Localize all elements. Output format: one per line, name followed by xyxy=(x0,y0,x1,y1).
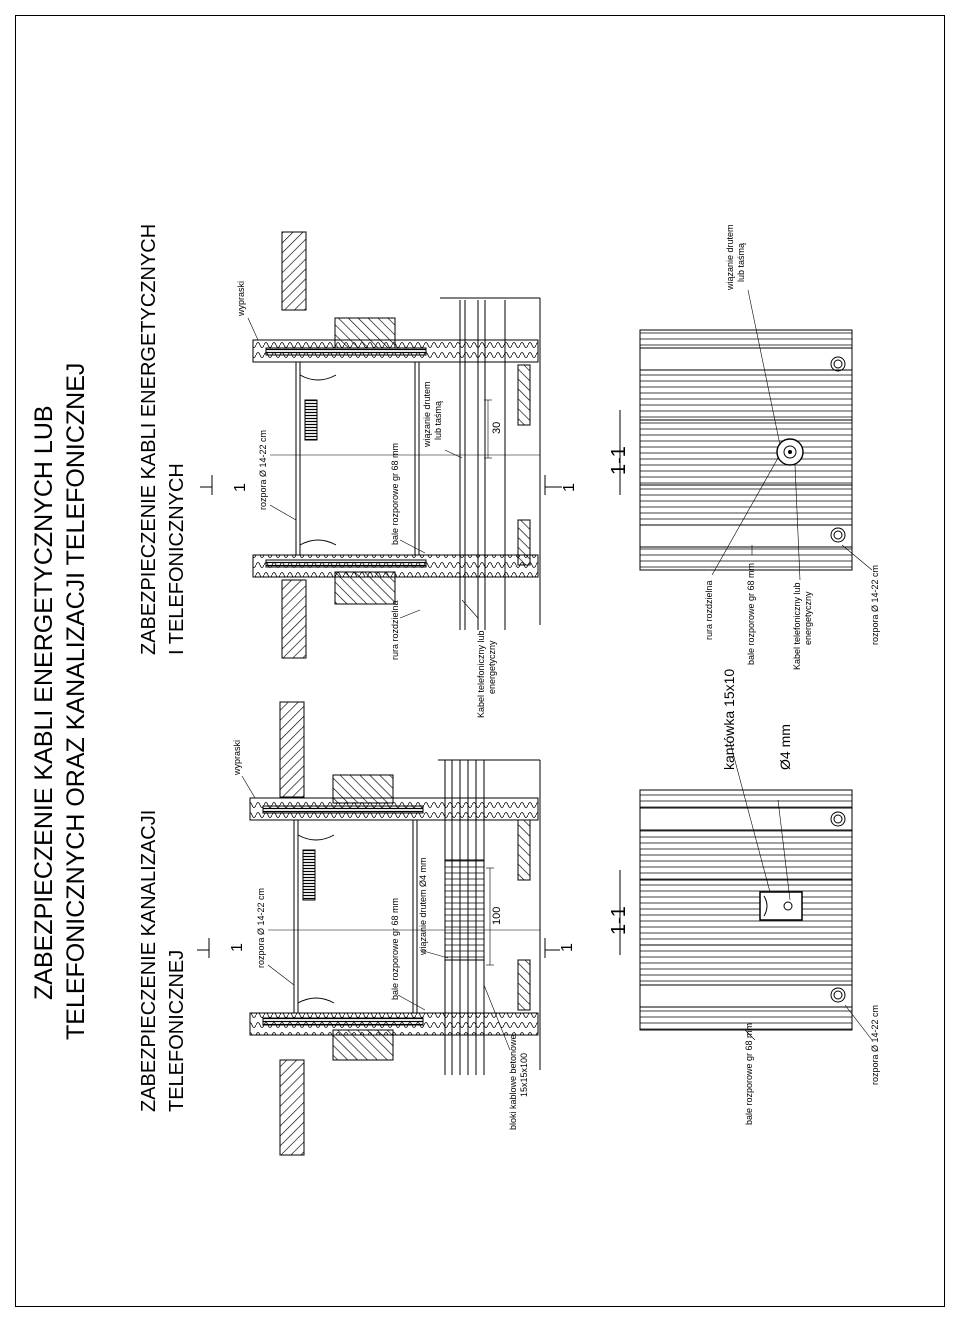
right-label-wypraski: wypraski xyxy=(236,280,246,316)
left-title-line1: ZABEZPIECZENIE KANALIZACJI xyxy=(138,809,160,1112)
left-label-bale: bale rozporowe gr 68 mm xyxy=(390,897,400,1000)
left-title-line2: TELEFONICZNEJ xyxy=(166,949,188,1112)
right-title-line1: ZABEZPIECZENIE KABLI ENERGETYCZNYCH xyxy=(138,223,160,655)
right-section-mark-bottom: 1 xyxy=(561,483,578,492)
left-label-wypraski: wypraski xyxy=(232,739,242,775)
right-section-view xyxy=(620,290,872,580)
right-section-label-rozpora: rozpora Ø 14-22 cm xyxy=(870,564,880,645)
left-section-title: 1-1 xyxy=(608,906,630,935)
right-label-kabel-2: energetyczny xyxy=(487,640,497,694)
right-label-rozpora: rozpora Ø 14-22 cm xyxy=(258,429,268,510)
left-label-bloki-1: bloki kablowe betonowe xyxy=(508,1034,518,1130)
main-title-line1: ZABEZPIECZENIE KABLI ENERGETYCZNYCH LUB xyxy=(30,405,58,1000)
waling-plank xyxy=(263,1018,423,1025)
waling-plank xyxy=(263,806,423,813)
right-section-title: 1-1 xyxy=(608,446,630,475)
left-plan-view xyxy=(197,702,560,1155)
right-dimension-30: 30 xyxy=(491,421,503,434)
right-label-bale: bale rozporowe gr 68 mm xyxy=(390,442,400,545)
main-title-line2: TELEFONICZNYCH ORAZ KANALIZACJI TELEFONICZNEJ xyxy=(62,362,90,1040)
right-section-label-kabel-2: energetyczny xyxy=(803,591,813,645)
left-section-label-rozpora: rozpora Ø 14-22 cm xyxy=(870,1004,880,1085)
right-section-label-bale: bale rozporowe gr 68 mm xyxy=(746,562,756,665)
left-section-mark-bottom: 1 xyxy=(559,943,576,952)
waling-plank xyxy=(266,348,426,355)
ground-hatch xyxy=(280,702,304,797)
right-label-wiazanie-1: wiązanie drutem xyxy=(422,381,432,447)
left-label-bloki-2: 15x15x100 xyxy=(519,1052,529,1097)
left-section-view xyxy=(620,742,872,1040)
left-label-rozpora: rozpora Ø 14-22 cm xyxy=(256,887,266,968)
right-section-label-wiazanie-2: lub taśmą xyxy=(736,242,746,282)
right-label-rura: rura rozdzielna xyxy=(390,600,400,660)
right-plan-view xyxy=(200,232,562,658)
left-label-wiazanie: wiązanie drutem Ø4 mm xyxy=(418,857,428,955)
kantowka-beam xyxy=(760,892,802,920)
right-section-label-wiazanie-1: wiązanie drutem xyxy=(725,224,735,290)
right-label-kabel-1: Kabel telefoniczny lub xyxy=(476,630,486,718)
left-dimension-100: 100 xyxy=(491,906,503,925)
ground-hatch xyxy=(282,232,306,310)
waling-plank xyxy=(266,560,426,567)
ground-hatch xyxy=(280,1060,304,1155)
right-section-mark-top: 1 xyxy=(232,483,249,492)
left-section-label-kantowka: kantówka 15x10 xyxy=(721,668,737,770)
left-section-label-bale: bale rozporowe gr 68 mm xyxy=(744,1022,754,1125)
right-label-wiazanie-2: lub taśmą xyxy=(433,400,443,440)
left-section-mark-top: 1 xyxy=(229,943,246,952)
right-title-line2: I TELEFONICZNYCH xyxy=(166,463,188,655)
ground-hatch xyxy=(282,580,306,658)
left-section-label-fi4: Ø4 mm xyxy=(777,724,793,770)
right-section-label-kabel-1: Kabel telefoniczny lub xyxy=(792,582,802,670)
right-section-label-rura: rura rozdzielna xyxy=(704,580,714,640)
